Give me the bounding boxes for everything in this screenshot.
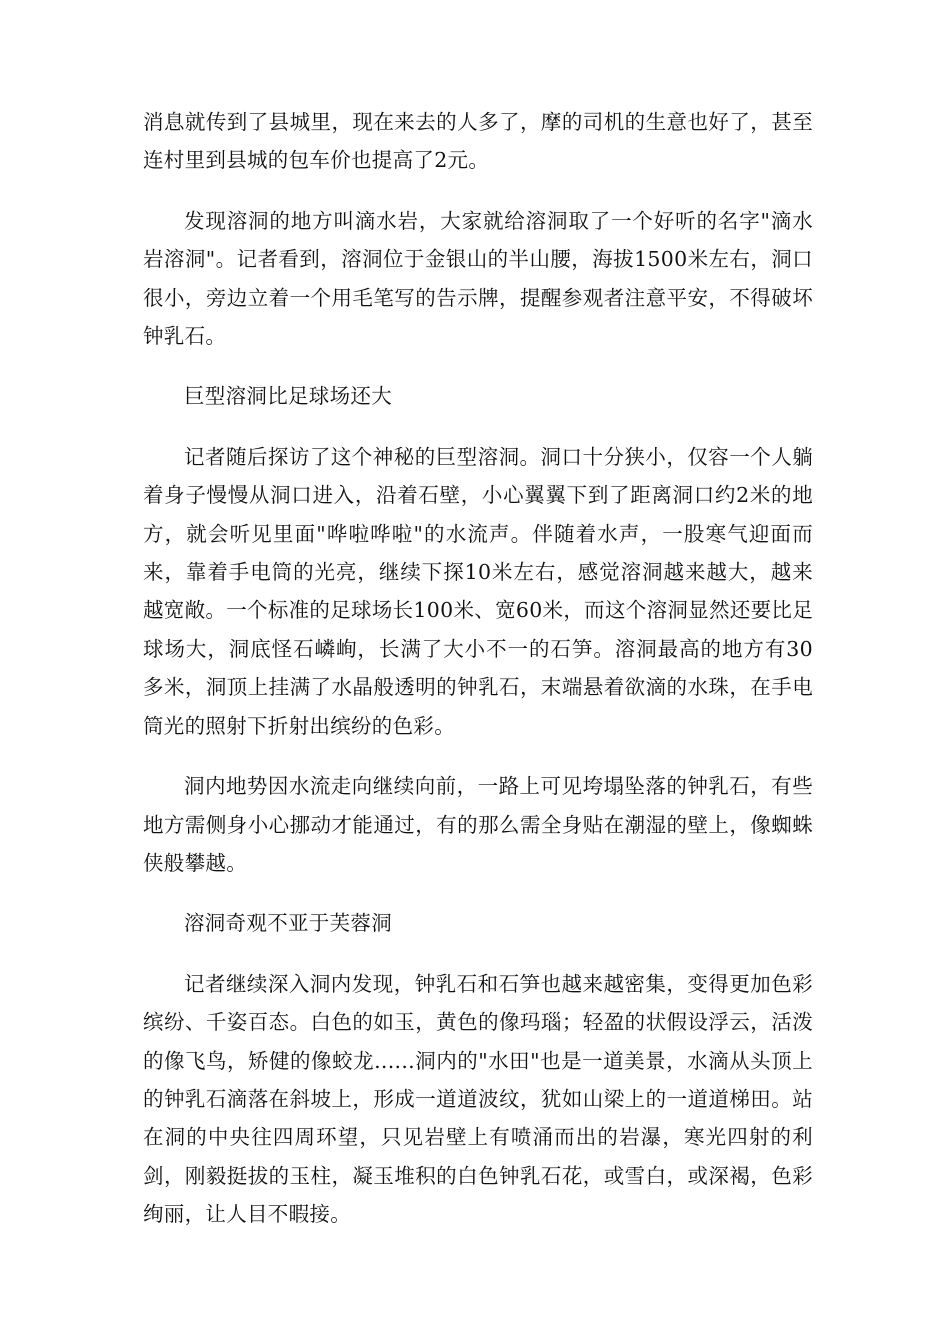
paragraph-stalactites: 记者继续深入洞内发现，钟乳石和石笋也越来越密集，变得更加色彩缤纷、千姿百态。白色的如玉，黄色的像玛瑙；轻盈的状假设浮云，活泼的像飞鸟，矫健的像蛟龙......洞内的"水田"也是一道美景，水滴从头顶上的钟乳石滴落在斜坡上，形成一道道波纹，犹如山梁上的一道道梯田。站在洞的中央往四周环望，只见岩壁上有喷涌而出的岩瀑，寒光四射的利剑，刚毅挺拔的玉柱，凝玉堆积的白色钟乳石花，或雪白，或深褐，色彩绚丽，让人目不暇接。 xyxy=(143,971,813,1227)
paragraph-continuation: 消息就传到了县城里，现在来去的人多了，摩的司机的生意也好了，甚至连村里到县城的包车价也提高了2元。 xyxy=(143,110,813,173)
paragraph-exploration: 记者随后探访了这个神秘的巨型溶洞。洞口十分狭小，仅容一个人躺着身子慢慢从洞口进入，沿着石壁，小心翼翼下到了距离洞口约2米的地方，就会听见里面"哗啦哗啦"的水流声。伴随着水声，一股寒气迎面而来，靠着手电筒的光亮，继续下探10米左右，感觉溶洞越来越大，越来越宽敞。一个标准的足球场长100米、宽60米，而这个溶洞显然还要比足球场大，洞底怪石嶙峋，长满了大小不一的石笋。溶洞最高的地方有30多米，洞顶上挂满了水晶般透明的钟乳石，末端悬着欲滴的水珠，在手电筒光的照射下折射出缤纷的色彩。 xyxy=(143,444,813,738)
paragraph-terrain: 洞内地势因水流走向继续向前，一路上可见垮塌坠落的钟乳石，有些地方需侧身小心挪动才能通过，有的那么需全身贴在潮湿的壁上，像蜘蛛侠般攀越。 xyxy=(143,774,813,875)
section-heading-cave-wonders: 溶洞奇观不亚于芙蓉洞 xyxy=(184,911,392,936)
article-body xyxy=(143,103,813,1256)
paragraph-cave-name: 发现溶洞的地方叫滴水岩，大家就给溶洞取了一个好听的名字"滴水岩溶洞"。记者看到，溶洞位于金银山的半山腰，海拔1500米左右，洞口很小，旁边立着一个用毛笔写的告示牌，提醒参观者注意平安，不得破坏钟乳石。 xyxy=(143,208,813,349)
section-heading-giant-cave: 巨型溶洞比足球场还大 xyxy=(184,384,392,409)
